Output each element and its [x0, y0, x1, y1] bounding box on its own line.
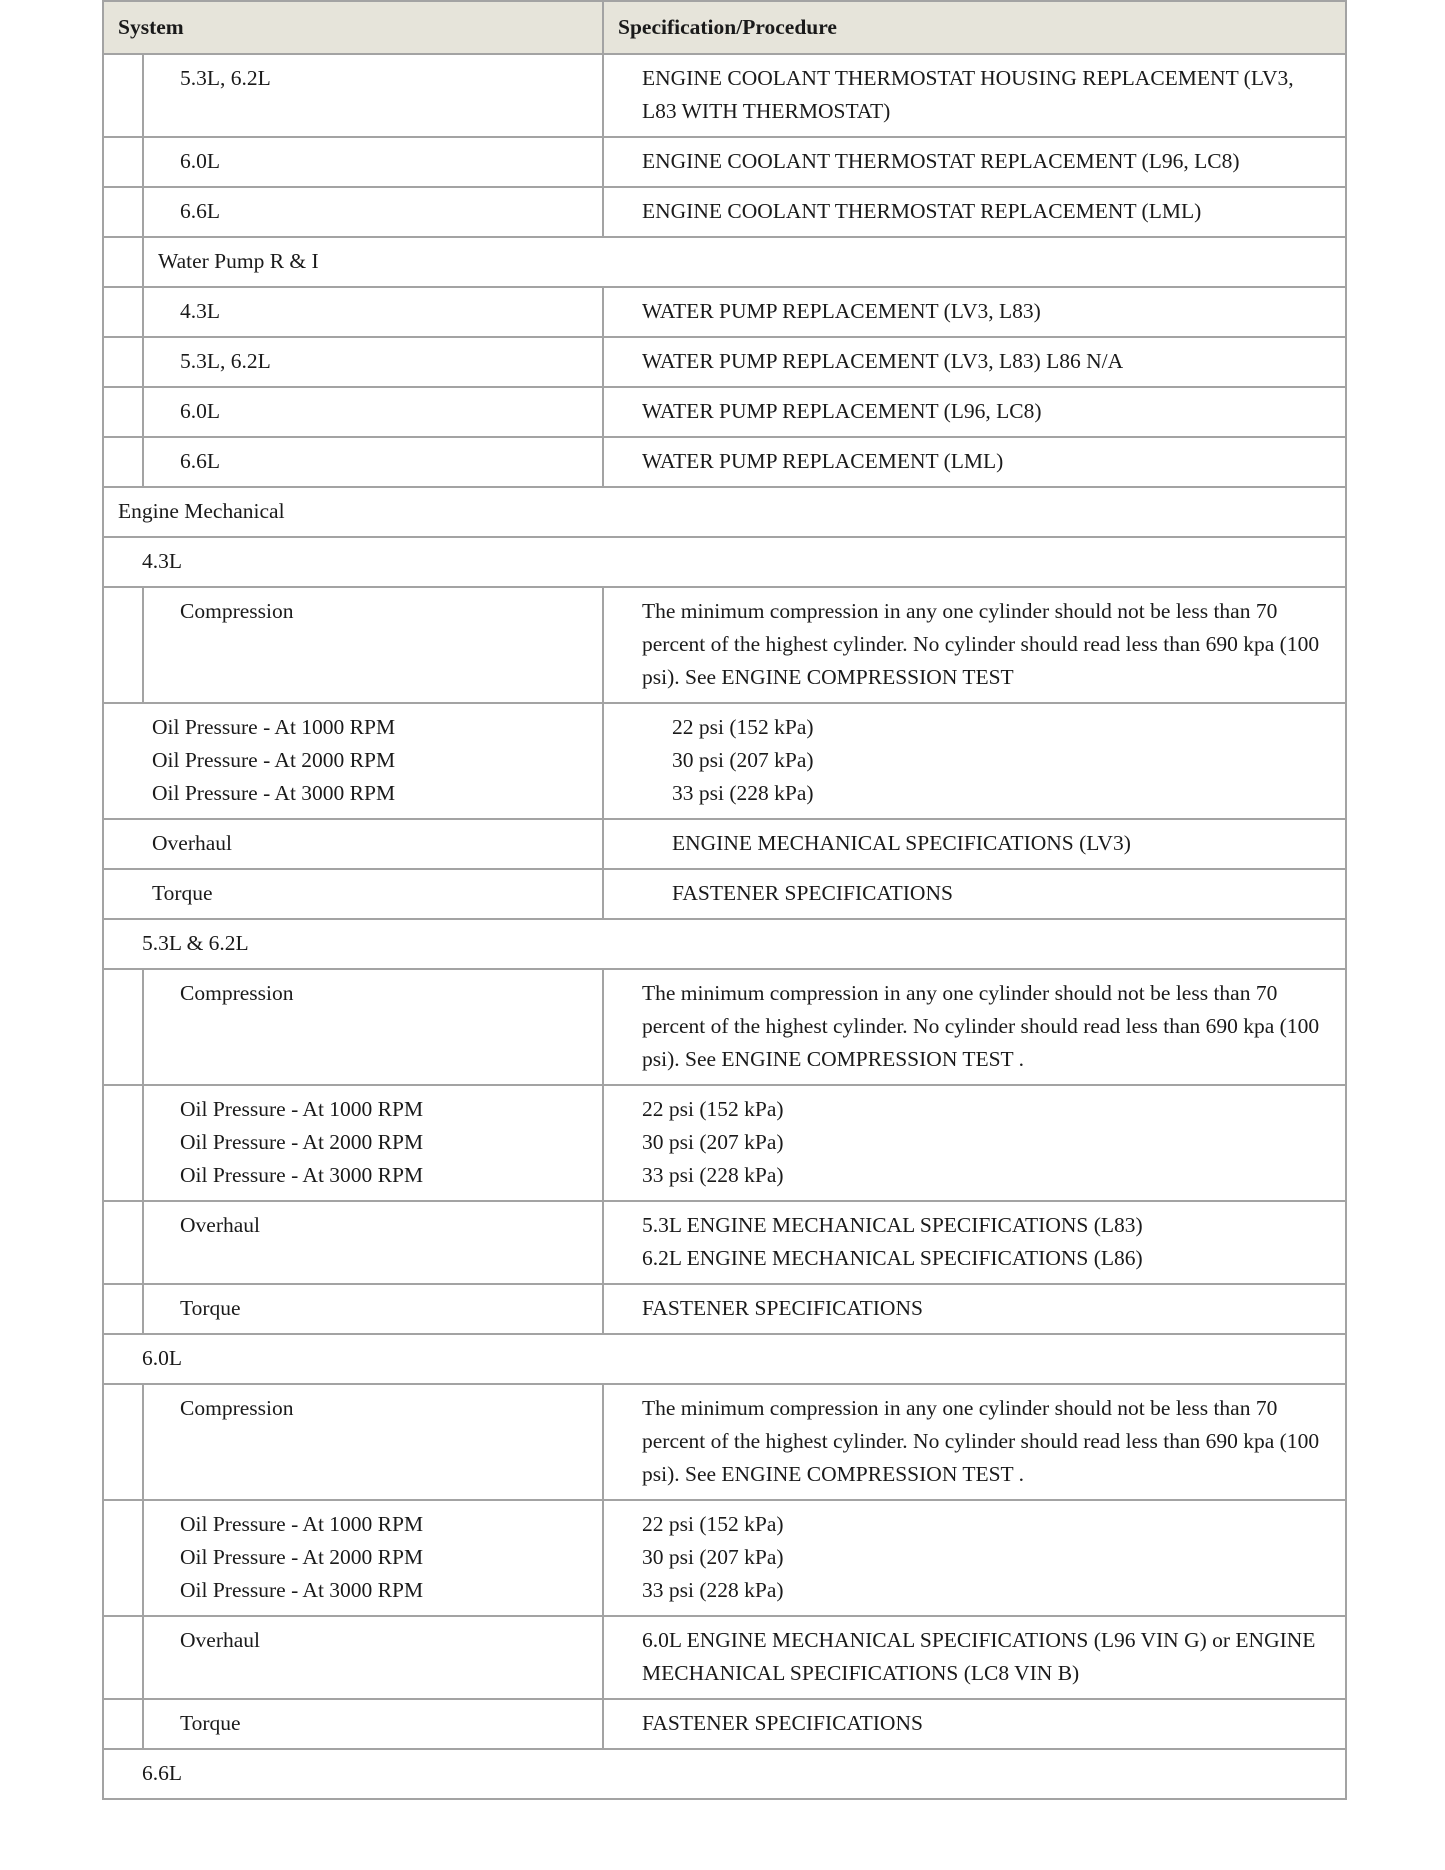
table-row	[103, 1201, 1346, 1284]
system-cell: 5.3L, 6.2L	[143, 337, 603, 387]
spec-cell: FASTENER SPECIFICATIONS	[603, 1699, 1346, 1749]
spec-cell: The minimum compression in any one cylinder should not be less than 70 percent of the highest cylinder. No cylinder should read less than 690 kpa (100 psi). See ENGINE COMPRESSION TEST .	[603, 1384, 1346, 1500]
spec-line: 5.3L ENGINE MECHANICAL SPECIFICATIONS (L83)	[642, 1213, 1143, 1237]
indent-cell	[103, 1384, 143, 1500]
system-cell: Torque	[143, 1699, 603, 1749]
indent-cell	[103, 237, 143, 287]
table-row	[103, 287, 1346, 337]
system-line: Oil Pressure - At 3000 RPM	[152, 781, 396, 805]
table-row	[103, 1284, 1346, 1334]
spec-cell: 6.0L ENGINE MECHANICAL SPECIFICATIONS (L96 VIN G) or ENGINE MECHANICAL SPECIFICATIONS (LC8 VIN B)	[603, 1616, 1346, 1699]
system-cell: Compression	[143, 969, 603, 1085]
section-row	[103, 537, 1346, 587]
indent-cell	[103, 1699, 143, 1749]
spec-line: 30 psi (207 kPa)	[642, 1130, 784, 1154]
table-row	[103, 1500, 1346, 1616]
spec-line: 22 psi (152 kPa)	[642, 1097, 784, 1121]
system-line: Oil Pressure - At 1000 RPM	[180, 1097, 424, 1121]
system-cell: Overhaul	[143, 1201, 603, 1284]
system-line: Oil Pressure - At 1000 RPM	[180, 1512, 424, 1536]
table-row	[103, 54, 1346, 137]
spec-line: 33 psi (228 kPa)	[642, 1163, 784, 1187]
specifications-table	[102, 0, 1347, 1800]
spec-cell	[603, 1085, 1346, 1201]
table-row	[103, 437, 1346, 487]
system-cell: Overhaul	[103, 819, 603, 869]
section-row	[103, 237, 1346, 287]
spec-line: 33 psi (228 kPa)	[672, 781, 814, 805]
spec-cell	[603, 1201, 1346, 1284]
indent-cell	[103, 587, 143, 703]
spec-cell: The minimum compression in any one cylinder should not be less than 70 percent of the highest cylinder. No cylinder should read less than 690 kpa (100 psi). See ENGINE COMPRESSION TEST .	[603, 969, 1346, 1085]
table-row	[103, 1616, 1346, 1699]
system-cell: 5.3L, 6.2L	[143, 54, 603, 137]
table-row	[103, 1699, 1346, 1749]
system-cell: 6.6L	[143, 437, 603, 487]
spec-cell: WATER PUMP REPLACEMENT (LV3, L83)	[603, 287, 1346, 337]
indent-cell	[103, 54, 143, 137]
section-label: 6.0L	[103, 1334, 1346, 1384]
section-label: Engine Mechanical	[103, 487, 1346, 537]
spec-cell: FASTENER SPECIFICATIONS	[603, 869, 1346, 919]
section-label: 6.6L	[103, 1749, 1346, 1799]
system-cell: Torque	[103, 869, 603, 919]
indent-cell	[103, 387, 143, 437]
indent-cell	[103, 1616, 143, 1699]
system-cell	[103, 703, 603, 819]
spec-column-header: Specification/Procedure	[603, 1, 1346, 54]
spec-cell: ENGINE MECHANICAL SPECIFICATIONS (LV3)	[603, 819, 1346, 869]
table-row	[103, 869, 1346, 919]
system-column-header: System	[103, 1, 603, 54]
table-row	[103, 137, 1346, 187]
indent-cell	[103, 137, 143, 187]
section-label: 5.3L & 6.2L	[103, 919, 1346, 969]
system-cell: 6.0L	[143, 387, 603, 437]
indent-cell	[103, 1284, 143, 1334]
spec-cell	[603, 1500, 1346, 1616]
spec-line: 30 psi (207 kPa)	[642, 1545, 784, 1569]
spec-line: 33 psi (228 kPa)	[642, 1578, 784, 1602]
header-row	[103, 1, 1346, 54]
spec-line: 22 psi (152 kPa)	[642, 1512, 784, 1536]
system-cell: 4.3L	[143, 287, 603, 337]
section-row	[103, 1334, 1346, 1384]
system-cell: Compression	[143, 587, 603, 703]
spec-line: 6.2L ENGINE MECHANICAL SPECIFICATIONS (L86)	[642, 1246, 1143, 1270]
indent-cell	[103, 287, 143, 337]
table-row	[103, 187, 1346, 237]
system-cell: 6.0L	[143, 137, 603, 187]
system-cell	[143, 1085, 603, 1201]
table-row	[103, 587, 1346, 703]
system-cell: 6.6L	[143, 187, 603, 237]
table-row	[103, 1384, 1346, 1500]
system-line: Oil Pressure - At 3000 RPM	[180, 1578, 424, 1602]
table-row	[103, 819, 1346, 869]
system-line: Oil Pressure - At 1000 RPM	[152, 715, 396, 739]
section-label: 4.3L	[103, 537, 1346, 587]
spec-line: 30 psi (207 kPa)	[672, 748, 814, 772]
system-line: Oil Pressure - At 2000 RPM	[180, 1130, 424, 1154]
system-line: Oil Pressure - At 2000 RPM	[152, 748, 396, 772]
section-label: Water Pump R & I	[143, 237, 1346, 287]
indent-cell	[103, 437, 143, 487]
system-cell: Compression	[143, 1384, 603, 1500]
table-row	[103, 703, 1346, 819]
section-row	[103, 919, 1346, 969]
spec-cell: WATER PUMP REPLACEMENT (LV3, L83) L86 N/A	[603, 337, 1346, 387]
indent-cell	[103, 337, 143, 387]
table-row	[103, 1085, 1346, 1201]
spec-cell: FASTENER SPECIFICATIONS	[603, 1284, 1346, 1334]
spec-cell: ENGINE COOLANT THERMOSTAT HOUSING REPLACEMENT (LV3, L83 WITH THERMOSTAT)	[603, 54, 1346, 137]
indent-cell	[103, 969, 143, 1085]
table-row	[103, 969, 1346, 1085]
system-line: Oil Pressure - At 2000 RPM	[180, 1545, 424, 1569]
system-cell: Torque	[143, 1284, 603, 1334]
indent-cell	[103, 187, 143, 237]
spec-cell: The minimum compression in any one cylinder should not be less than 70 percent of the highest cylinder. No cylinder should read less than 690 kpa (100 psi). See ENGINE COMPRESSION TEST	[603, 587, 1346, 703]
table-row	[103, 337, 1346, 387]
spec-line: 22 psi (152 kPa)	[672, 715, 814, 739]
indent-cell	[103, 1201, 143, 1284]
system-cell	[143, 1500, 603, 1616]
system-line: Oil Pressure - At 3000 RPM	[180, 1163, 424, 1187]
system-cell: Overhaul	[143, 1616, 603, 1699]
spec-cell: ENGINE COOLANT THERMOSTAT REPLACEMENT (L96, LC8)	[603, 137, 1346, 187]
indent-cell	[103, 1085, 143, 1201]
spec-cell: WATER PUMP REPLACEMENT (L96, LC8)	[603, 387, 1346, 437]
section-row	[103, 487, 1346, 537]
spec-cell	[603, 703, 1346, 819]
section-row	[103, 1749, 1346, 1799]
spec-cell: WATER PUMP REPLACEMENT (LML)	[603, 437, 1346, 487]
table-row	[103, 387, 1346, 437]
indent-cell	[103, 1500, 143, 1616]
spec-cell: ENGINE COOLANT THERMOSTAT REPLACEMENT (LML)	[603, 187, 1346, 237]
